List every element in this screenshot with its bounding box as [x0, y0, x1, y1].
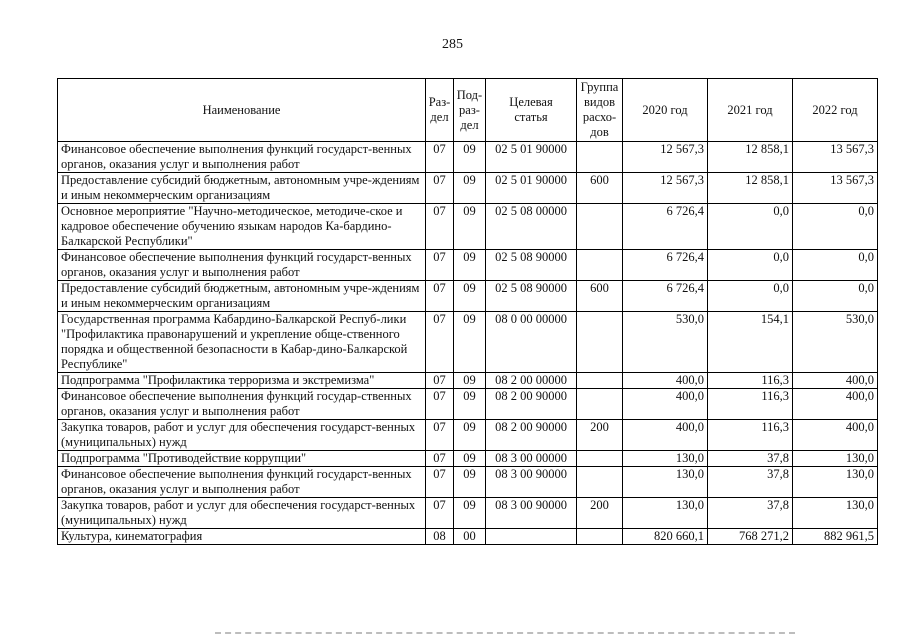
cell-2022: 130,0	[793, 451, 878, 467]
cell-2020: 530,0	[623, 312, 708, 373]
cell-expense-group	[577, 204, 623, 250]
cell-2022: 0,0	[793, 204, 878, 250]
cell-2021: 116,3	[708, 420, 793, 451]
cell-target-article: 02 5 08 90000	[486, 281, 577, 312]
cell-section: 07	[426, 389, 454, 420]
cell-section: 07	[426, 498, 454, 529]
cell-2020: 12 567,3	[623, 173, 708, 204]
cell-2022: 0,0	[793, 250, 878, 281]
header-2021: 2021 год	[708, 79, 793, 142]
table-row	[58, 498, 878, 529]
table-row	[58, 420, 878, 451]
cell-2020: 400,0	[623, 389, 708, 420]
cell-section: 07	[426, 204, 454, 250]
cell-expense-group	[577, 250, 623, 281]
cell-subsection: 09	[454, 204, 486, 250]
cell-subsection: 09	[454, 312, 486, 373]
cell-name: Финансовое обеспечение выполнения функций государ-ственных органов, оказания услуг и выполнения работ	[58, 389, 426, 420]
cell-2020: 820 660,1	[623, 529, 708, 545]
table-body	[58, 142, 878, 545]
cell-2021: 12 858,1	[708, 173, 793, 204]
page-number: 285	[442, 37, 463, 52]
cell-target-article: 08 3 00 90000	[486, 467, 577, 498]
cell-section: 08	[426, 529, 454, 545]
table-row	[58, 373, 878, 389]
cell-expense-group: 200	[577, 420, 623, 451]
cell-2022: 13 567,3	[793, 173, 878, 204]
table-row	[58, 173, 878, 204]
cell-name: Основное мероприятие "Научно-методическое, методиче-ское и кадровое обеспечение обучению языкам народов Ка-бардино-Балкарской Республики"	[58, 204, 426, 250]
cell-target-article: 02 5 08 90000	[486, 250, 577, 281]
header-subsection: Под- раз- дел	[454, 79, 486, 142]
cell-subsection: 09	[454, 142, 486, 173]
cell-2020: 130,0	[623, 498, 708, 529]
cell-subsection: 09	[454, 467, 486, 498]
cell-2022: 130,0	[793, 498, 878, 529]
cell-section: 07	[426, 373, 454, 389]
cell-2022: 882 961,5	[793, 529, 878, 545]
cell-name: Подпрограмма "Противодействие коррупции"	[58, 451, 426, 467]
cell-subsection: 09	[454, 281, 486, 312]
cell-section: 07	[426, 451, 454, 467]
header-2020: 2020 год	[623, 79, 708, 142]
cell-2020: 400,0	[623, 373, 708, 389]
cell-section: 07	[426, 281, 454, 312]
cell-2021: 0,0	[708, 204, 793, 250]
cell-target-article: 02 5 08 00000	[486, 204, 577, 250]
cell-name: Культура, кинематография	[58, 529, 426, 545]
cell-2020: 6 726,4	[623, 281, 708, 312]
cell-section: 07	[426, 312, 454, 373]
cell-name: Закупка товаров, работ и услуг для обеспечения государст-венных (муниципальных) нужд	[58, 498, 426, 529]
cell-target-article: 08 3 00 00000	[486, 451, 577, 467]
cell-2022: 530,0	[793, 312, 878, 373]
cell-target-article: 08 2 00 90000	[486, 389, 577, 420]
cell-subsection: 09	[454, 451, 486, 467]
cell-2021: 0,0	[708, 281, 793, 312]
cell-expense-group	[577, 389, 623, 420]
cell-target-article: 08 2 00 90000	[486, 420, 577, 451]
cell-subsection: 09	[454, 373, 486, 389]
cell-name: Финансовое обеспечение выполнения функций государст-венных органов, оказания услуг и выполнения работ	[58, 467, 426, 498]
cell-name: Государственная программа Кабардино-Балкарской Респуб-лики "Профилактика правонарушений и укрепление обще-ственного порядка и общественной безопасности в Кабар-дино-Балкарской Республике"	[58, 312, 426, 373]
cell-name: Подпрограмма "Профилактика терроризма и экстремизма"	[58, 373, 426, 389]
cell-2021: 37,8	[708, 498, 793, 529]
cell-2021: 37,8	[708, 467, 793, 498]
cell-name: Финансовое обеспечение выполнения функций государст-венных органов, оказания услуг и выполнения работ	[58, 142, 426, 173]
table-row	[58, 451, 878, 467]
cell-2021: 0,0	[708, 250, 793, 281]
cell-2020: 6 726,4	[623, 204, 708, 250]
cell-2020: 130,0	[623, 451, 708, 467]
cell-expense-group	[577, 312, 623, 373]
cell-subsection: 09	[454, 420, 486, 451]
table-row	[58, 281, 878, 312]
cell-name: Закупка товаров, работ и услуг для обеспечения государст-венных (муниципальных) нужд	[58, 420, 426, 451]
cell-2022: 13 567,3	[793, 142, 878, 173]
table-row	[58, 389, 878, 420]
cell-section: 07	[426, 173, 454, 204]
cell-2021: 768 271,2	[708, 529, 793, 545]
cell-expense-group	[577, 451, 623, 467]
cell-name: Предоставление субсидий бюджетным, автономным учре-ждениям и иным некоммерческим организациям	[58, 281, 426, 312]
header-target-article: Целевая статья	[486, 79, 577, 142]
cell-expense-group	[577, 142, 623, 173]
header-2022: 2022 год	[793, 79, 878, 142]
cell-2020: 400,0	[623, 420, 708, 451]
table-row	[58, 142, 878, 173]
cell-section: 07	[426, 420, 454, 451]
scan-artifact	[215, 632, 795, 640]
budget-table	[57, 78, 878, 545]
cell-2021: 116,3	[708, 389, 793, 420]
cell-subsection: 09	[454, 389, 486, 420]
header-section: Раз- дел	[426, 79, 454, 142]
cell-section: 07	[426, 142, 454, 173]
cell-2021: 116,3	[708, 373, 793, 389]
cell-subsection: 09	[454, 173, 486, 204]
cell-name: Предоставление субсидий бюджетным, автономным учре-ждениям и иным некоммерческим организациям	[58, 173, 426, 204]
cell-2022: 400,0	[793, 420, 878, 451]
cell-target-article: 08 3 00 90000	[486, 498, 577, 529]
cell-target-article: 08 0 00 00000	[486, 312, 577, 373]
header-expense-group: Группа видов расхо- дов	[577, 79, 623, 142]
cell-expense-group	[577, 529, 623, 545]
table-row	[58, 467, 878, 498]
cell-2022: 0,0	[793, 281, 878, 312]
cell-expense-group: 600	[577, 281, 623, 312]
cell-expense-group: 600	[577, 173, 623, 204]
cell-expense-group	[577, 467, 623, 498]
cell-target-article: 02 5 01 90000	[486, 142, 577, 173]
cell-2021: 37,8	[708, 451, 793, 467]
cell-subsection: 09	[454, 250, 486, 281]
cell-section: 07	[426, 250, 454, 281]
table-header-row	[58, 79, 878, 142]
cell-expense-group: 200	[577, 498, 623, 529]
table-row	[58, 529, 878, 545]
cell-section: 07	[426, 467, 454, 498]
cell-2021: 12 858,1	[708, 142, 793, 173]
cell-2020: 130,0	[623, 467, 708, 498]
cell-target-article: 02 5 01 90000	[486, 173, 577, 204]
cell-name: Финансовое обеспечение выполнения функций государст-венных органов, оказания услуг и выполнения работ	[58, 250, 426, 281]
cell-subsection: 09	[454, 498, 486, 529]
table-row	[58, 250, 878, 281]
cell-2022: 400,0	[793, 389, 878, 420]
cell-target-article	[486, 529, 577, 545]
header-name: Наименование	[58, 79, 426, 142]
cell-2022: 130,0	[793, 467, 878, 498]
cell-target-article: 08 2 00 00000	[486, 373, 577, 389]
cell-2021: 154,1	[708, 312, 793, 373]
cell-expense-group	[577, 373, 623, 389]
cell-2020: 12 567,3	[623, 142, 708, 173]
table-row	[58, 312, 878, 373]
cell-2020: 6 726,4	[623, 250, 708, 281]
table-row	[58, 204, 878, 250]
cell-2022: 400,0	[793, 373, 878, 389]
cell-subsection: 00	[454, 529, 486, 545]
